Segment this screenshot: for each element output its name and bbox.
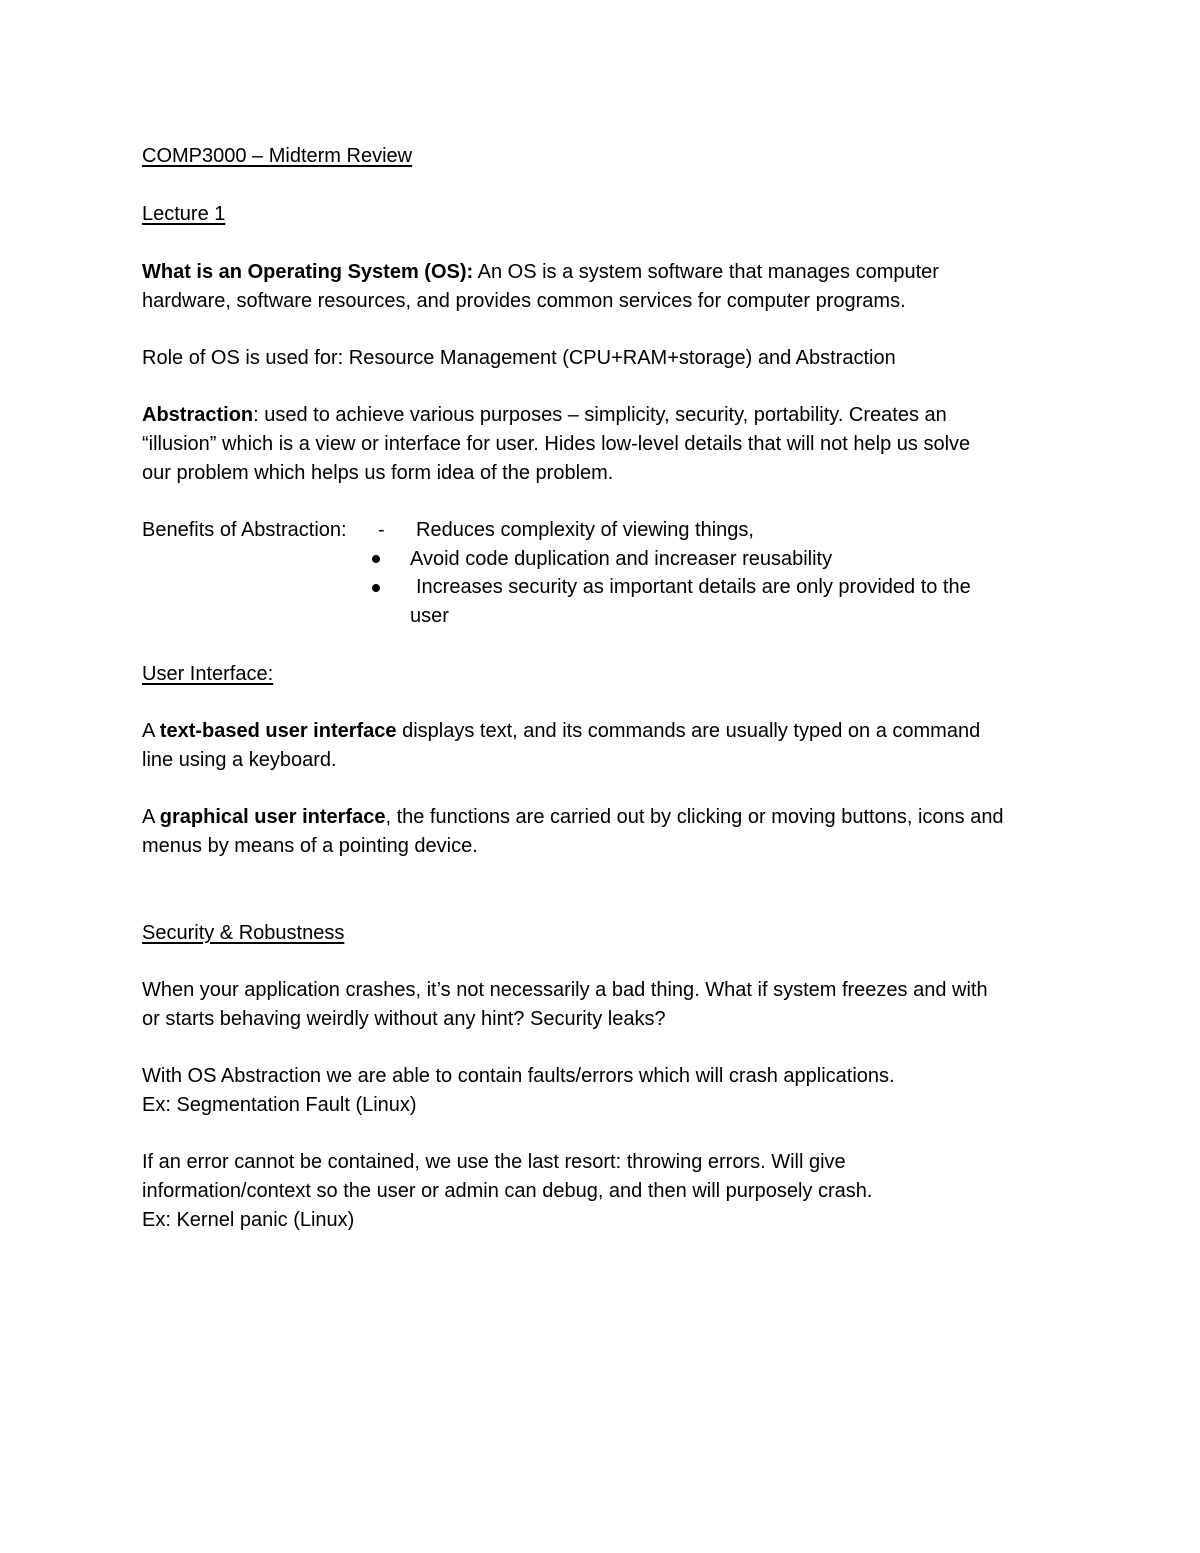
lecture-heading: Lecture 1	[142, 203, 226, 225]
benefit-item-3-line-2: user	[410, 605, 449, 627]
benefit-item-1: Reduces complexity of viewing things,	[416, 519, 754, 541]
text-ui-line-2: line using a keyboard.	[142, 749, 337, 771]
gui-prefix: A	[142, 806, 160, 828]
gui-text: , the functions are carried out by clicking or moving buttons, icons and	[385, 806, 1004, 828]
abstraction-line-2: “illusion” which is a view or interface for user. Hides low-level details that will not help us solve	[142, 433, 971, 455]
abstraction-term: Abstraction	[142, 404, 254, 426]
crash-paragraph-line-2: or starts behaving weirdly without any hint? Security leaks?	[142, 1008, 666, 1030]
error-paragraph-line-3: Ex: Kernel panic (Linux)	[142, 1209, 355, 1231]
dash-bullet-marker: -	[378, 519, 385, 541]
security-heading: Security & Robustness	[142, 922, 345, 944]
user-interface-heading: User Interface:	[142, 663, 274, 685]
text-ui-line-1	[142, 717, 980, 746]
abstraction-text: : used to achieve various purposes – simplicity, security, portability. Creates an	[253, 404, 947, 426]
error-paragraph-line-2: information/context so the user or admin can debug, and then will purposely crash.	[142, 1180, 873, 1202]
abstraction-line-1	[142, 401, 947, 430]
os-definition-line-2: hardware, software resources, and provides common services for computer programs.	[142, 290, 906, 312]
contain-paragraph-line-2: Ex: Segmentation Fault (Linux)	[142, 1094, 417, 1116]
os-definition-text: An OS is a system software that manages computer	[473, 261, 939, 283]
bullet-dot-icon	[372, 584, 380, 592]
error-paragraph-line-1: If an error cannot be contained, we use the last resort: throwing errors. Will give	[142, 1151, 846, 1173]
crash-paragraph-line-1: When your application crashes, it’s not necessarily a bad thing. What if system freezes and with	[142, 979, 988, 1001]
gui-term: graphical user interface	[159, 806, 386, 828]
gui-line-2: menus by means of a pointing device.	[142, 835, 478, 857]
os-definition-term: What is an Operating System (OS):	[142, 261, 474, 283]
document-title: COMP3000 – Midterm Review	[142, 145, 413, 167]
bullet-dot-icon	[372, 555, 380, 563]
text-ui-prefix: A	[142, 720, 160, 742]
os-definition-line-1	[142, 258, 939, 287]
contain-paragraph-line-1: With OS Abstraction we are able to contain faults/errors which will crash applications.	[142, 1065, 895, 1087]
benefit-item-2: Avoid code duplication and increaser reusability	[410, 548, 833, 570]
text-ui-term: text-based user interface	[159, 720, 397, 742]
text-ui-text: displays text, and its commands are usually typed on a command	[396, 720, 981, 742]
gui-line-1	[142, 803, 1004, 832]
os-role-line: Role of OS is used for: Resource Management (CPU+RAM+storage) and Abstraction	[142, 347, 896, 369]
benefits-label: Benefits of Abstraction:	[142, 519, 347, 541]
abstraction-line-3: our problem which helps us form idea of the problem.	[142, 462, 614, 484]
benefit-item-3-line-1: Increases security as important details are only provided to the	[416, 576, 971, 598]
